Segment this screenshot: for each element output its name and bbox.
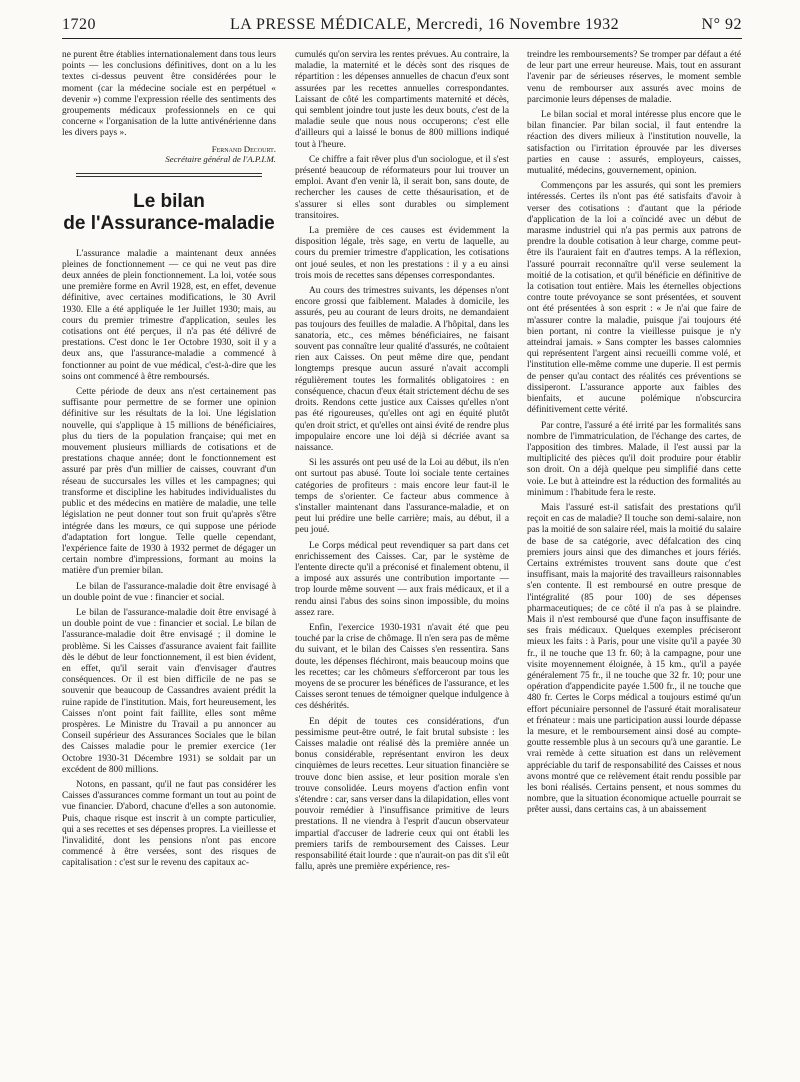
paragraph: Notons, en passant, qu'il ne faut pas considérer les Caisses d'assurances comme formant un tout au point de vue financier. D'abord, chacune d'elles a son autonomie. Puis, chaque risque est inscrit à un compte particulier, qui a ses recettes et ses dépenses propres. La vieillesse et l'invalidité, dont les pensions n'ont pas encore commencé à être versées, sont des risques de capitalisation : c'est sur le revenu des capitaux ac- xyxy=(62,779,276,869)
journal-title: LA PRESSE MÉDICALE, Mercredi, 16 Novembre 1932 xyxy=(230,16,620,33)
signature-name: Fernand Decourt. xyxy=(211,143,276,154)
paragraph: Au cours des trimestres suivants, les dépenses n'ont encore grossi que faiblement. Malades à domicile, les assurés, peu au courant de leurs droits, ne demandaient pas toujours des feuilles de maladie. A l'hôpital, dans les sanatoria, etc., ces mêmes bénéficiaires, ne faisant souvent pas connaître leur qualité d'assurés, ne coûtaient rien aux Caisses. On peut même dire que, pendant longtemps presque aucun assuré n'avait accompli régulièrement toutes les formalités obligatoires : en conséquence, chacun d'eux était strictement déchu de ses droits. Rendons cette justice aux Caisses qu'elles n'ont pas été rigoureuses, qu'elles ont agi en équité plutôt qu'en droit strict, et qu'elles ont ainsi évité de rendre plus impopulaire encore une loi déjà si décriée avant sa naissance. xyxy=(295,286,509,453)
column-3 xyxy=(527,50,741,821)
column-2 xyxy=(295,50,509,877)
article-title-line-2: de l'Assurance-maladie xyxy=(63,212,275,234)
column-1 xyxy=(62,50,276,874)
signature xyxy=(62,144,276,165)
paragraph: cumulés qu'on servira les rentes prévues. Au contraire, la maladie, la maternité et le décès sont des risques de répartition : les dépenses annuelles de chacun d'eux sont assurées par les recettes annuelles correspondantes. Laissant de côté les compartiments maternité et décès, qui semblent joindre tout juste les deux bouts, c'est de la maladie seule que nous nous occuperons; c'est elle d'ailleurs qui a laissé le bonus de 800 millions indiqué tout à l'heure. xyxy=(295,50,509,150)
paragraph: Si les assurés ont peu usé de la Loi au début, ils n'en ont surtout pas abusé. Toute loi sociale tente certaines catégories de profiteurs : mais encore leur faut-il le temps de s'orienter. Ce facteur abus commence à s'installer maintenant dans l'assurance-maladie, et on peut lui prédire une belle carrière; mais, au début, il a peu joué. xyxy=(295,458,509,536)
paragraph: treindre les remboursements? Se tromper par défaut a été de leur part une erreur heureuse. Mais, tout en assurant l'avenir par de sérieuses réserves, le moment semble venu de rembourser aux assurés avec moins de parcimonie leurs dépenses de maladie. xyxy=(527,50,741,105)
paragraph: L'assurance maladie a maintenant deux années pleines de fonctionnement — ce qui ne veut pas dire deux années de plein fonctionnement. La loi, votée sous une première forme en Avril 1928, est, en effet, devenue définitive, avec certaines modifications, le 30 Avril 1930. Elle a été appliquée le 1er Juillet 1930; mais, au cours du premier trimestre d'application, seules les cotisations ont été perçues, il n'a pas été délivré de prestations. C'est donc le 1er Octobre 1930, soit il y a deux ans, que l'assurance-maladie a commencé à fonctionner au point de vue médical, c'est-à-dire que les soins ont commencé à être remboursés. xyxy=(62,248,276,382)
paragraph: Commençons par les assurés, qui sont les premiers intéressés. Certes ils n'ont pas été satisfaits d'avoir à verser des cotisations : d'autant que la période d'application de la loi a coïncidé avec un début de marasme industriel qui n'a pas permis aux patrons de prendre la double cotisation à leur charge, comme peut-être ils l'auraient fait en d'autres temps. A la réflexion, l'assuré pourrait reconnaître qu'il verse seulement la moitié de la cotisation, et qu'il bénéficie en définitive de la cotisation tout entière. Mais les éternelles objections contre toute prévoyance se sont présentées, et souvent ont été présentées à son esprit : « Je n'ai que faire de m'assurer contre la maladie, puisque j'ai toujours été bien portant, ni contre la vieillesse puisque je n'y atteindrai jamais. » Sans compter les basses calomnies qui représentent l'argent ainsi recueilli comme volé, et l'institution elle-même comme une duperie. Il est permis de penser qu'au contact des réalités ces préventions se dissiperont. L'assurance apporte aux faibles des bienfaits, et aucune polémique n'obscurcira définitivement cette vérité. xyxy=(527,181,741,416)
paragraph: Cette période de deux ans n'est certainement pas suffisante pour permettre de se former une opinion définitive sur les résultats de la loi. Une législation nouvelle, qui s'applique à 15 millions de bénéficiaires, plus du tiers de la population française; qui met en mouvement plusieurs milliards de cotisations et de prestations chaque année; dont le fonctionnement est assuré par près d'un millier de caisses, couvrant d'un réseau de succursales les villes et les campagnes; qui transforme et discipline les habitudes individualistes du public et des médecins en matière de maladie, une telle législation ne peut donner tout son fruit qu'après s'être intégrée dans les mœurs, ce qui suppose une période d'adaptation fort longue. Telle quelle cependant, l'expérience faite de 1930 à 1932 permet de dégager un certain nombre d'impressions, formant au moins la matière d'un premier bilan. xyxy=(62,387,276,577)
paragraph: En dépit de toutes ces considérations, d'un pessimisme peut-être outré, le fait brutal subsiste : les Caisses maladie ont réalisé dès la première année un bonus considérable, représentant environ les deux cinquièmes de leurs recettes. Leur situation financière se trouve donc bien assise, et leur position morale s'en trouve consolidée. Leurs moyens d'action enfin vont s'étendre : car, sans verser dans la dilapidation, elles vont pouvoir remédier à l'insuffisance primitive de leurs prestations. Il ne viendra à l'esprit d'aucun observateur impartial d'accuser de ladrerie ceux qui ont établi les premiers tarifs de remboursement des Caisses. Leur responsabilité était lourde : que n'aurait-on pas dit s'il eût fallu, après une première expérience, res- xyxy=(295,716,510,873)
paragraph: Le bilan social et moral intéresse plus encore que le bilan financier. Par bilan social, il faut entendre la réaction des divers milieux à l'institution nouvelle, la satisfaction ou l'irritation éprouvée par les diverses parties en cause : assurés, employeurs, caisses, mutualité, médecins, gouvernement, opinion. xyxy=(527,110,741,177)
page-number: 1720 xyxy=(62,16,96,33)
paragraph: Le bilan de l'assurance-maladie doit être envisagé à un double point de vue : financier et social. xyxy=(62,581,276,603)
article-title xyxy=(62,191,276,235)
paragraph: Ce chiffre a fait rêver plus d'un sociologue, et il s'est présenté beaucoup de réformateurs pour lui trouver un emploi. Avant d'en venir là, il serait bon, sans doute, de rechercher les causes de cette thésaurisation, et de s'assurer si elles sont durables ou simplement transitoires. xyxy=(295,154,509,221)
section-divider xyxy=(76,173,262,177)
paragraph: Le bilan de l'assurance-maladie doit être envisagé à un double point de vue : financier et social. Le bilan de l'assurance-maladie doit être envisagé ; il domine le problème. Si les Caisses d'assurance avaient fait faillite dès le début de leur fonctionnement, il est bien évident, en effet, qu'il serait vain d'envisager d'autres conséquences. Or il est bien difficile de ne pas se souvenir que beaucoup de Cassandres avaient prédit la ruine rapide de l'institution. Mais, fort heureusement, les Caisses n'ont point fait faillite, elles sont même prospères. Le Ministre du Travail a pu annoncer au Conseil supérieur des Assurances Sociales que le bilan des Caisses maladie pour le premier exercice (1er Octobre 1930-31 Décembre 1931) se soldait par un excédent de 800 millions. xyxy=(62,607,276,775)
paragraph: Le Corps médical peut revendiquer sa part dans cet enrichissement des Caisses. Car, par le système de l'entente directe qu'il a préconisé et finalement obtenu, il a imposé aux assurés une contribution importante — trop lourde même souvent — aux frais médicaux, et il a rendu ainsi l'abus des soins sinon impossible, du moins assez rare. xyxy=(295,540,509,618)
issue-number: N° 92 xyxy=(701,16,742,33)
page-header xyxy=(62,14,742,39)
intro-paragraph: ne purent être établies internationalement dans tous leurs points — les conclusions définitives, dont on a lu les textes ci-dessus peuvent être considérées pour le moment (car la médecine sociale est en perpétuel « devenir ») comme l'expression réelle des sentiments des groupements médicaux professionnels en ce qui concerne « l'organisation de la lutte antivénérienne dans les divers pays ». xyxy=(62,50,276,139)
paragraph: Enfin, l'exercice 1930-1931 n'avait été que peu touché par la crise de chômage. Il n'en sera pas de même du suivant, et le bilan des Caisses s'en ressentira. Sans doute, les dépenses fléchiront, mais beaucoup moins que les recettes; car les chômeurs s'efforceront par tous les moyens de se procurer les bénéfices de l'assurance, et les Caisses seront tenues de témoigner quelque indulgence à ces déshérités. xyxy=(295,622,509,712)
paragraph: Mais l'assuré est-il satisfait des prestations qu'il reçoit en cas de maladie? Il touche son demi-salaire, non pas la moitié de son salaire réel, mais la moitié du salaire de base de sa catégorie, avec défalcation des cinq premiers jours ainsi que des dimanches et jours fériés. Certains extrémistes trouvent sans doute que c'est insuffisant, mais la majorité des travailleurs raisonnables s'en contente. Il est remboursé en outre presque de l'intégralité (85 pour 100) de ses dépenses pharmaceutiques; de ce côté il n'a pas à se plaindre. Mais il n'est remboursé que d'une façon insuffisante de ses frais médicaux. Quelques exemples préciseront mieux les faits : à Paris, pour une visite qu'il a payée 30 fr., il ne touche que 13 fr. 60; à la campagne, pour une visite moyennement éloignée, à 15 km., qu'il a payée généralement 75 fr., il ne touche que 32 fr. 10; pour une opération d'appendicite payée 1.500 fr., il ne touche que 480 fr. Certes le Corps médical a toujours estimé qu'un effort pécuniaire personnel de l'assuré était moralisateur et frénateur : mais une participation aussi lourde dépasse la mesure, et le remboursement ainsi dosé au compte-goutte ressemble plus à un secours qu'à une garantie. Le vrai remède à cette situation est dans un relèvement appréciable du tarif de responsabilité des Caisses et nous avons montré que ce relèvement était rendu possible par les boni réalisés. Certains pensent, et nous sommes du nombre, que la situation économique actuelle pourrait se prêter aussi, dans certains cas, à un abaissement xyxy=(527,502,741,816)
signature-role: Secrétaire général de l'A.P.I.M. xyxy=(165,154,276,165)
article-title-line-1: Le bilan xyxy=(133,190,205,212)
paragraph: La première de ces causes est évidemment la disposition légale, très sage, en vertu de laquelle, au cours du premier trimestre d'application, les cotisations ont joué seules, et non les prestations : il y a eu ainsi trois mois de recettes sans dépenses correspondantes. xyxy=(295,226,509,281)
paragraph: Par contre, l'assuré a été irrité par les formalités sans nombre de l'immatriculation, de l'échange des cartes, de l'apposition des timbres. Malade, il l'est aussi par la multiplicité des pièces qu'il doit produire pour établir son droit. On a déjà quelque peu simplifié dans cette voie. Le but à atteindre est la réduction des formalités au minimum : l'habitude fera le reste. xyxy=(527,420,741,498)
